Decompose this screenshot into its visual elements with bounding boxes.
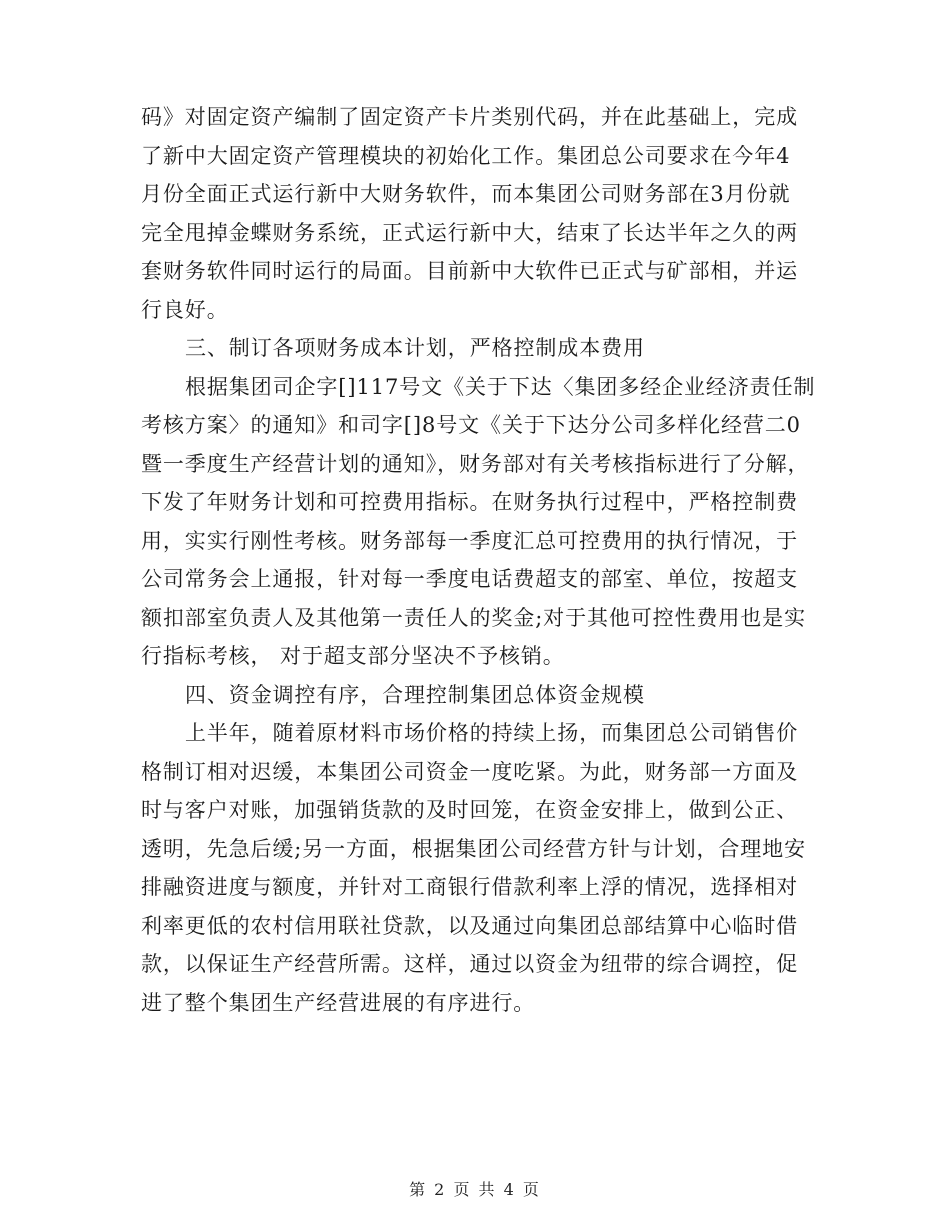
text-line: 排融资进度与额度，并针对工商银行借款利率上浮的情况，选择相对	[141, 875, 798, 899]
text-line: 公司常务会上通报，针对每一季度电话费超支的部室、单位，按超支	[141, 567, 798, 591]
section-heading: 三、制订各项财务成本计划，严格控制成本费用	[185, 336, 645, 360]
text-line: 码》对固定资产编制了固定资产卡片类别代码，并在此基础上，完成	[141, 105, 798, 129]
text-line: 月份全面正式运行新中大财务软件，而本集团公司财务部在3月份就	[141, 182, 791, 206]
text-line: 款，以保证生产经营所需。这样，通过以资金为纽带的综合调控，促	[141, 952, 798, 976]
text-line: 上半年，随着原材料市场价格的持续上扬，而集团总公司销售价	[185, 721, 799, 745]
text-line: 完全甩掉金蝶财务系统，正式运行新中大，结束了长达半年之久的两	[141, 220, 798, 245]
text-line: 利率更低的农村信用联社贷款，以及通过向集团总部结算中心临时借	[141, 913, 798, 938]
text-line: 额扣部室负责人及其他第一责任人的奖金;对于其他可控性费用也是实	[141, 605, 806, 630]
text-line: 暨一季度生产经营计划的通知》，财务部对有关考核指标进行了分解，	[141, 451, 810, 476]
text-line: 用，实实行刚性考核。财务部每一季度汇总可控费用的执行情况，于	[141, 528, 798, 553]
text-line: 透明，先急后缓;另一方面，根据集团公司经营方针与计划，合理地安	[141, 836, 806, 861]
page-number-footer: 第 2 页 共 4 页	[409, 1180, 541, 1199]
text-line: 格制订相对迟缓，本集团公司资金一度吃紧。为此，财务部一方面及	[141, 759, 798, 784]
text-line: 套财务软件同时运行的局面。目前新中大软件已正式与矿部相，并运	[141, 259, 798, 283]
text-line: 行指标考核， 对于超支部分坚决不予核销。	[141, 644, 565, 668]
text-line: 下发了年财务计划和可控费用指标。在财务执行过程中，严格控制费	[141, 490, 798, 514]
text-line: 行良好。	[141, 297, 229, 322]
section-heading: 四、资金调控有序，合理控制集团总体资金规模	[185, 682, 645, 707]
text-line: 考核方案〉的通知》和司字[]8号文《关于下达分公司多样化经营二0	[141, 413, 801, 437]
text-line: 进了整个集团生产经营进展的有序进行。	[141, 990, 536, 1015]
text-line: 时与客户对账，加强销货款的及时回笼，在资金安排上，做到公正、	[141, 798, 798, 822]
text-line: 了新中大固定资产管理模块的初始化工作。集团总公司要求在今年4	[141, 143, 791, 168]
text-line: 根据集团司企字[]117号文《关于下达〈集团多经企业经济责任制	[185, 374, 816, 399]
document-body	[141, 98, 816, 1022]
